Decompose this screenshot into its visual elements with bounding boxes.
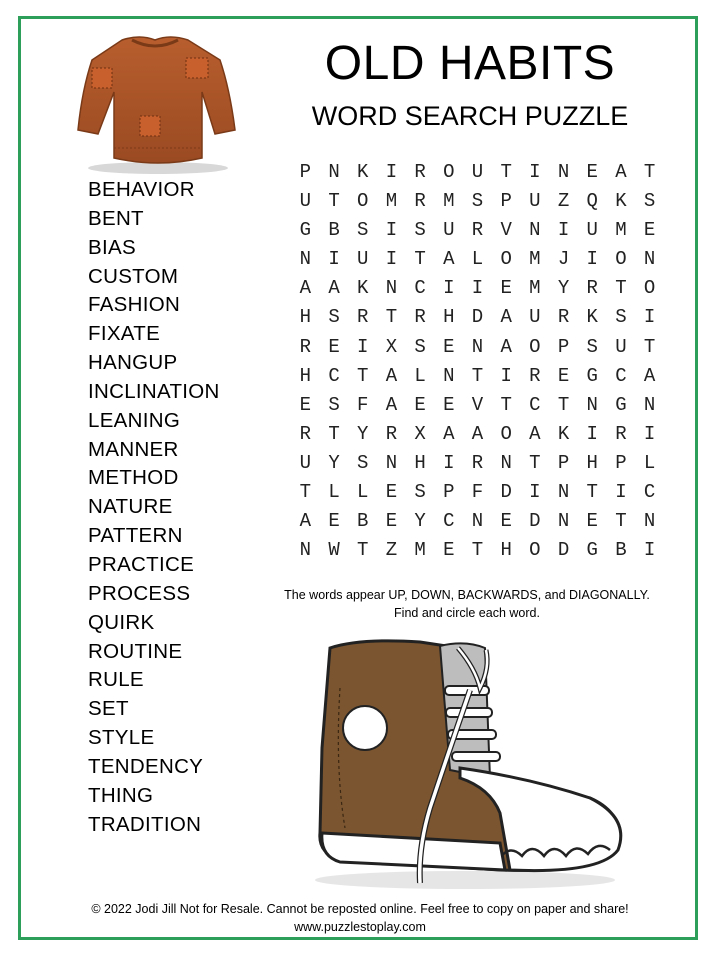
grid-letter[interactable]: K xyxy=(586,306,598,329)
grid-letter[interactable]: A xyxy=(471,422,484,445)
grid-letter[interactable]: Y xyxy=(357,422,369,445)
word-list-item: MANNER xyxy=(88,437,179,461)
grid-letter[interactable]: K xyxy=(357,277,369,300)
grid-letter[interactable]: I xyxy=(385,248,398,271)
grid-letter[interactable]: H xyxy=(299,306,312,329)
grid-letter[interactable]: O xyxy=(529,335,541,358)
grid-letter[interactable]: O xyxy=(500,422,512,445)
grid-letter[interactable]: A xyxy=(443,422,455,445)
grid-letter[interactable]: E xyxy=(443,393,455,416)
grid-letter[interactable]: T xyxy=(471,539,484,562)
grid-letter[interactable]: U xyxy=(586,219,598,242)
grid-letter[interactable]: G xyxy=(615,393,627,416)
grid-letter[interactable]: W xyxy=(328,539,340,562)
word-list-item: TRADITION xyxy=(88,812,202,836)
grid-letter[interactable]: V xyxy=(500,219,512,242)
grid-letter[interactable]: R xyxy=(557,306,570,329)
grid-letter[interactable]: T xyxy=(586,481,598,504)
grid-letter[interactable]: U xyxy=(357,248,369,271)
website-link[interactable]: www.puzzlestoplay.com xyxy=(294,920,426,934)
grid-letter[interactable]: U xyxy=(471,161,484,183)
grid-letter[interactable]: R xyxy=(299,335,312,358)
grid-letter[interactable]: T xyxy=(500,161,512,183)
grid-letter[interactable]: E xyxy=(443,335,455,358)
grid-letter[interactable]: R xyxy=(615,422,627,445)
sweater-illustration xyxy=(70,30,240,175)
grid-letter[interactable]: L xyxy=(471,248,484,271)
grid-letter[interactable]: E xyxy=(414,393,426,416)
grid-letter[interactable]: P xyxy=(443,481,455,504)
grid-letter[interactable]: O xyxy=(615,248,627,271)
grid-letter[interactable]: C xyxy=(643,481,656,504)
grid-letter[interactable]: A xyxy=(299,277,312,300)
grid-letter[interactable]: A xyxy=(500,335,512,358)
grid-letter[interactable]: I xyxy=(643,539,656,562)
grid-letter[interactable]: X xyxy=(414,422,426,445)
grid-letter[interactable]: C xyxy=(529,393,541,416)
grid-letter[interactable]: Y xyxy=(557,277,570,300)
grid-letter[interactable]: I xyxy=(557,219,570,242)
word-list-item: FIXATE xyxy=(88,322,161,346)
grid-letter[interactable]: D xyxy=(500,481,512,504)
grid-letter[interactable]: J xyxy=(557,248,570,271)
grid-letter[interactable]: I xyxy=(643,422,656,445)
grid-letter[interactable]: T xyxy=(557,393,570,416)
grid-letter[interactable]: I xyxy=(385,161,398,183)
sneaker-illustration xyxy=(300,628,630,893)
grid-letter[interactable]: R xyxy=(414,306,426,329)
grid-letter[interactable]: N xyxy=(557,510,570,533)
grid-letter[interactable]: M xyxy=(443,190,455,213)
grid-letter[interactable]: I xyxy=(471,277,484,300)
grid-letter[interactable]: C xyxy=(328,364,340,387)
grid-letter[interactable]: I xyxy=(500,364,512,387)
grid-letter[interactable]: I xyxy=(443,451,455,474)
word-list-item: BIAS xyxy=(88,235,136,259)
grid-letter[interactable]: E xyxy=(443,539,455,562)
grid-letter[interactable]: C xyxy=(414,277,426,300)
grid-letter[interactable]: U xyxy=(299,190,312,213)
instructions xyxy=(262,586,672,622)
grid-letter[interactable]: P xyxy=(500,190,512,213)
grid-letter[interactable]: T xyxy=(471,364,484,387)
grid-letter[interactable]: A xyxy=(643,364,656,387)
grid-letter[interactable]: Z xyxy=(385,539,398,562)
grid-letter[interactable]: U xyxy=(529,190,541,213)
grid-letter[interactable]: A xyxy=(443,248,455,271)
grid-letter[interactable]: E xyxy=(385,510,398,533)
grid-letter[interactable]: T xyxy=(615,510,627,533)
grid-letter[interactable]: H xyxy=(500,539,512,562)
grid-letter[interactable]: E xyxy=(328,335,340,358)
grid-letter[interactable]: K xyxy=(615,190,627,213)
word-list-item: METHOD xyxy=(88,466,179,490)
grid-letter[interactable]: S xyxy=(414,335,426,358)
grid-letter[interactable]: C xyxy=(443,510,455,533)
grid-letter[interactable]: S xyxy=(643,190,656,213)
grid-letter[interactable]: T xyxy=(500,393,512,416)
grid-letter[interactable]: T xyxy=(299,481,312,504)
word-list-item: PRACTICE xyxy=(88,552,195,576)
grid-letter[interactable]: N xyxy=(643,510,656,533)
grid-letter[interactable]: N xyxy=(557,481,570,504)
grid-letter[interactable]: R xyxy=(586,277,598,300)
word-list-item: PATTERN xyxy=(88,524,183,548)
grid-letter[interactable]: R xyxy=(414,190,426,213)
grid-letter[interactable]: T xyxy=(529,451,541,474)
grid-letter[interactable]: T xyxy=(615,277,627,300)
grid-letter[interactable]: H xyxy=(414,451,426,474)
grid-letter[interactable]: N xyxy=(643,393,656,416)
grid-letter[interactable]: T xyxy=(357,364,369,387)
grid-letter[interactable]: S xyxy=(615,306,627,329)
grid-letter[interactable]: S xyxy=(414,219,426,242)
grid-letter[interactable]: I xyxy=(529,161,541,183)
grid-letter[interactable]: U xyxy=(529,306,541,329)
grid-letter[interactable]: P xyxy=(557,451,570,474)
word-list-item: BENT xyxy=(88,206,144,230)
word-list-item: FASHION xyxy=(88,293,181,317)
grid-letter[interactable]: A xyxy=(500,306,512,329)
grid-letter[interactable]: H xyxy=(443,306,455,329)
page-subtitle: WORD SEARCH PUZZLE xyxy=(311,101,629,131)
grid-letter[interactable]: N xyxy=(586,393,598,416)
grid-letter[interactable]: N xyxy=(643,248,656,271)
grid-letter[interactable]: L xyxy=(328,481,340,504)
grid-letter[interactable]: K xyxy=(557,422,570,445)
word-list-item: RULE xyxy=(88,668,144,692)
grid-letter[interactable]: N xyxy=(385,451,398,474)
word-list-item: BEHAVIOR xyxy=(88,178,195,201)
grid-letter[interactable]: M xyxy=(529,248,541,271)
grid-letter[interactable]: I xyxy=(385,219,398,242)
grid-letter[interactable]: P xyxy=(557,335,570,358)
word-list xyxy=(88,176,220,839)
grid-letter[interactable]: C xyxy=(615,364,627,387)
grid-letter[interactable]: T xyxy=(385,306,398,329)
grid-letter[interactable]: M xyxy=(385,190,398,213)
grid-letter[interactable]: T xyxy=(414,248,426,271)
grid-letter[interactable]: M xyxy=(615,219,627,242)
grid-letter[interactable]: V xyxy=(471,393,484,416)
grid-letter[interactable]: G xyxy=(586,364,598,387)
grid-letter[interactable]: I xyxy=(615,481,627,504)
grid-letter[interactable]: X xyxy=(385,335,398,358)
grid-letter[interactable]: N xyxy=(471,510,484,533)
word-list-item: SET xyxy=(88,697,129,721)
grid-letter[interactable]: B xyxy=(357,510,369,533)
grid-letter[interactable]: T xyxy=(328,190,340,213)
grid-letter[interactable]: N xyxy=(557,161,570,183)
grid-letter[interactable]: D xyxy=(557,539,570,562)
grid-letter[interactable]: I xyxy=(443,277,455,300)
grid-letter[interactable]: A xyxy=(615,161,627,183)
grid-letter[interactable]: E xyxy=(500,277,512,300)
grid-letter[interactable]: U xyxy=(615,335,627,358)
grid-letter[interactable]: R xyxy=(529,364,541,387)
grid-letter[interactable]: T xyxy=(643,161,656,183)
grid-letter[interactable]: S xyxy=(328,393,340,416)
copyright-notice: © 2022 Jodi Jill Not for Resale. Cannot be reposted online. Feel free to copy on paper and share! xyxy=(91,902,629,916)
grid-letter[interactable]: I xyxy=(328,248,340,271)
letter-grid xyxy=(291,158,665,565)
grid-letter[interactable]: T xyxy=(643,335,656,358)
grid-letter[interactable]: A xyxy=(385,393,398,416)
grid-letter[interactable]: F xyxy=(357,393,369,416)
grid-letter[interactable]: U xyxy=(443,219,455,242)
grid-letter[interactable]: E xyxy=(586,510,598,533)
grid-letter[interactable]: G xyxy=(299,219,312,242)
grid-letter[interactable]: L xyxy=(643,451,656,474)
word-list-item: THING xyxy=(88,783,154,807)
word-list-item: CUSTOM xyxy=(88,264,179,288)
grid-letter[interactable]: Q xyxy=(586,190,598,213)
grid-letter[interactable]: R xyxy=(385,422,398,445)
grid-letter[interactable]: A xyxy=(385,364,398,387)
grid-letter[interactable]: L xyxy=(357,481,369,504)
grid-letter[interactable]: G xyxy=(586,539,598,562)
word-list-item: INCLINATION xyxy=(88,379,220,403)
grid-letter[interactable]: Y xyxy=(414,510,426,533)
word-list-item: PROCESS xyxy=(88,581,191,605)
grid-letter[interactable]: R xyxy=(471,451,484,474)
grid-letter[interactable]: P xyxy=(615,451,627,474)
grid-letter[interactable]: M xyxy=(529,277,541,300)
grid-letter[interactable]: S xyxy=(328,306,340,329)
grid-letter[interactable]: R xyxy=(357,306,369,329)
grid-letter[interactable]: N xyxy=(471,335,484,358)
grid-letter[interactable]: S xyxy=(357,219,369,242)
grid-letter[interactable]: N xyxy=(299,539,312,562)
grid-letter[interactable]: O xyxy=(643,277,656,300)
grid-letter[interactable]: L xyxy=(414,364,426,387)
grid-letter[interactable]: A xyxy=(529,422,541,445)
grid-letter[interactable]: N xyxy=(385,277,398,300)
grid-letter[interactable]: N xyxy=(299,248,312,271)
grid-letter[interactable]: N xyxy=(328,161,340,183)
grid-letter[interactable]: F xyxy=(471,481,484,504)
grid-letter[interactable]: N xyxy=(443,364,455,387)
grid-letter[interactable]: T xyxy=(357,539,369,562)
grid-letter[interactable]: M xyxy=(414,539,426,562)
grid-letter[interactable]: D xyxy=(529,510,541,533)
grid-letter[interactable]: E xyxy=(500,510,512,533)
grid-letter[interactable]: E xyxy=(299,393,312,416)
grid-letter[interactable]: D xyxy=(471,306,484,329)
grid-letter[interactable]: S xyxy=(357,451,369,474)
grid-letter[interactable]: K xyxy=(357,161,369,183)
page-title: OLD HABITS xyxy=(324,37,616,90)
instructions-line: The words appear UP, DOWN, BACKWARDS, and DIAGONALLY. xyxy=(284,588,650,602)
word-list-item: TENDENCY xyxy=(88,754,204,778)
grid-letter[interactable]: B xyxy=(328,219,340,242)
grid-letter[interactable]: I xyxy=(357,335,369,358)
grid-letter[interactable]: N xyxy=(500,451,512,474)
grid-letter[interactable]: S xyxy=(414,481,426,504)
grid-letter[interactable]: A xyxy=(328,277,340,300)
word-list-item: LEANING xyxy=(88,408,181,432)
grid-letter[interactable]: Z xyxy=(557,190,570,213)
grid-letter[interactable]: P xyxy=(299,161,312,183)
grid-letter[interactable]: E xyxy=(643,219,656,242)
instructions-line: Find and circle each word. xyxy=(394,606,540,620)
grid-letter[interactable]: N xyxy=(529,219,541,242)
word-list-item: QUIRK xyxy=(88,610,155,634)
grid-letter[interactable]: I xyxy=(586,248,598,271)
footer xyxy=(30,900,690,936)
grid-letter[interactable]: S xyxy=(471,190,484,213)
grid-letter[interactable]: I xyxy=(529,481,541,504)
grid-letter[interactable]: O xyxy=(443,161,455,183)
grid-letter[interactable]: O xyxy=(357,190,369,213)
word-list-item: STYLE xyxy=(88,726,155,750)
grid-letter[interactable]: E xyxy=(586,161,598,183)
grid-letter[interactable]: H xyxy=(299,364,312,387)
grid-letter[interactable]: E xyxy=(385,481,398,504)
grid-letter[interactable]: R xyxy=(471,219,484,242)
grid-letter[interactable]: U xyxy=(299,451,312,474)
grid-letter[interactable]: E xyxy=(557,364,570,387)
grid-letter[interactable]: A xyxy=(299,510,312,533)
grid-letter[interactable]: Y xyxy=(328,451,340,474)
word-list-item: ROUTINE xyxy=(88,639,183,663)
grid-letter[interactable]: S xyxy=(586,335,598,358)
word-list-item: NATURE xyxy=(88,495,173,519)
grid-letter[interactable]: T xyxy=(328,422,340,445)
grid-letter[interactable]: O xyxy=(500,248,512,271)
grid-letter[interactable]: R xyxy=(414,161,426,183)
word-list-item: HANGUP xyxy=(88,351,178,375)
grid-letter[interactable]: H xyxy=(586,451,598,474)
grid-letter[interactable]: I xyxy=(586,422,598,445)
grid-letter[interactable]: B xyxy=(615,539,627,562)
grid-letter[interactable]: O xyxy=(529,539,541,562)
grid-letter[interactable]: R xyxy=(299,422,312,445)
grid-letter[interactable]: E xyxy=(328,510,340,533)
grid-letter[interactable]: I xyxy=(643,306,656,329)
